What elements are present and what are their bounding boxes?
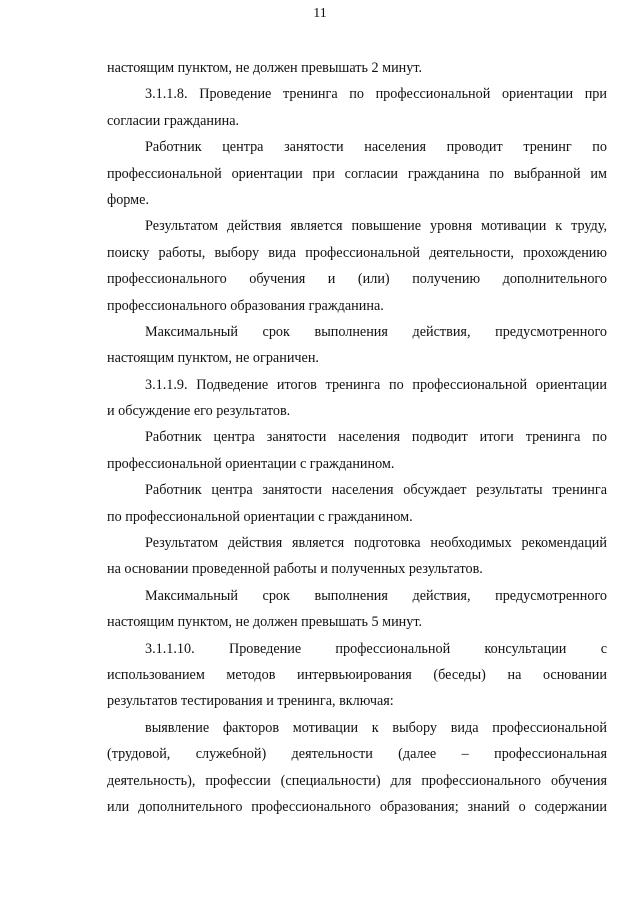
- text-line: Работник центра занятости населения проводит тренинг по: [145, 139, 607, 156]
- text-line: (трудовой, служебной) деятельности (далее – профессиональная: [107, 746, 607, 763]
- text-line: Работник центра занятости населения обсуждает результаты тренинга: [145, 482, 607, 499]
- text-line: и обсуждение его результатов.: [107, 403, 291, 420]
- text-line: настоящим пунктом, не должен превышать 2 минут.: [107, 60, 423, 76]
- text-line: профессиональной ориентации с гражданином.: [107, 455, 395, 472]
- text-line: настоящим пунктом, не должен превышать 5 минут.: [107, 614, 423, 631]
- text-line: настоящим пунктом, не ограничен.: [107, 350, 319, 367]
- text-line: использованием методов интервьюирования (беседы) на основании: [107, 666, 607, 683]
- text-line: 3.1.1.8. Проведение тренинга по профессиональной ориентации при: [145, 86, 607, 103]
- text-line: Результатом действия является подготовка необходимых рекомендаций: [145, 535, 607, 552]
- text-line: форме.: [107, 191, 149, 208]
- text-line: поиску работы, выбору вида профессиональной деятельности, прохождению: [107, 244, 607, 261]
- text-line: Результатом действия является повышение уровня мотивации к труду,: [145, 218, 607, 235]
- text-line: профессионального образования гражданина.: [107, 297, 384, 314]
- text-line: 3.1.1.10. Проведение профессиональной консультации с: [145, 640, 607, 657]
- text-line: профессиональной ориентации при согласии гражданина по выбранной им: [107, 165, 607, 182]
- text-line: по профессиональной ориентации с гражданином.: [107, 508, 413, 525]
- text-line: результатов тестирования и тренинга, включая:: [107, 693, 394, 710]
- text-line: Максимальный срок выполнения действия, предусмотренного: [145, 323, 607, 340]
- text-line: на основании проведенной работы и полученных результатов.: [107, 561, 483, 578]
- text-line: профессионального обучения и (или) получению дополнительного: [107, 271, 607, 288]
- text-line: Максимальный срок выполнения действия, предусмотренного: [145, 587, 607, 604]
- body-text: [107, 55, 607, 820]
- page-number: 11: [313, 6, 327, 21]
- text-line: 3.1.1.9. Подведение итогов тренинга по профессиональной ориентации: [145, 376, 607, 393]
- text-line: или дополнительного профессионального образования; знаний о содержании: [107, 798, 607, 815]
- text-line: выявление факторов мотивации к выбору вида профессиональной: [145, 719, 607, 736]
- text-line: согласии гражданина.: [107, 112, 240, 129]
- text-line: деятельность), профессии (специальности) для профессионального обучения: [107, 772, 607, 789]
- text-line: Работник центра занятости населения подводит итоги тренинга по: [145, 429, 607, 446]
